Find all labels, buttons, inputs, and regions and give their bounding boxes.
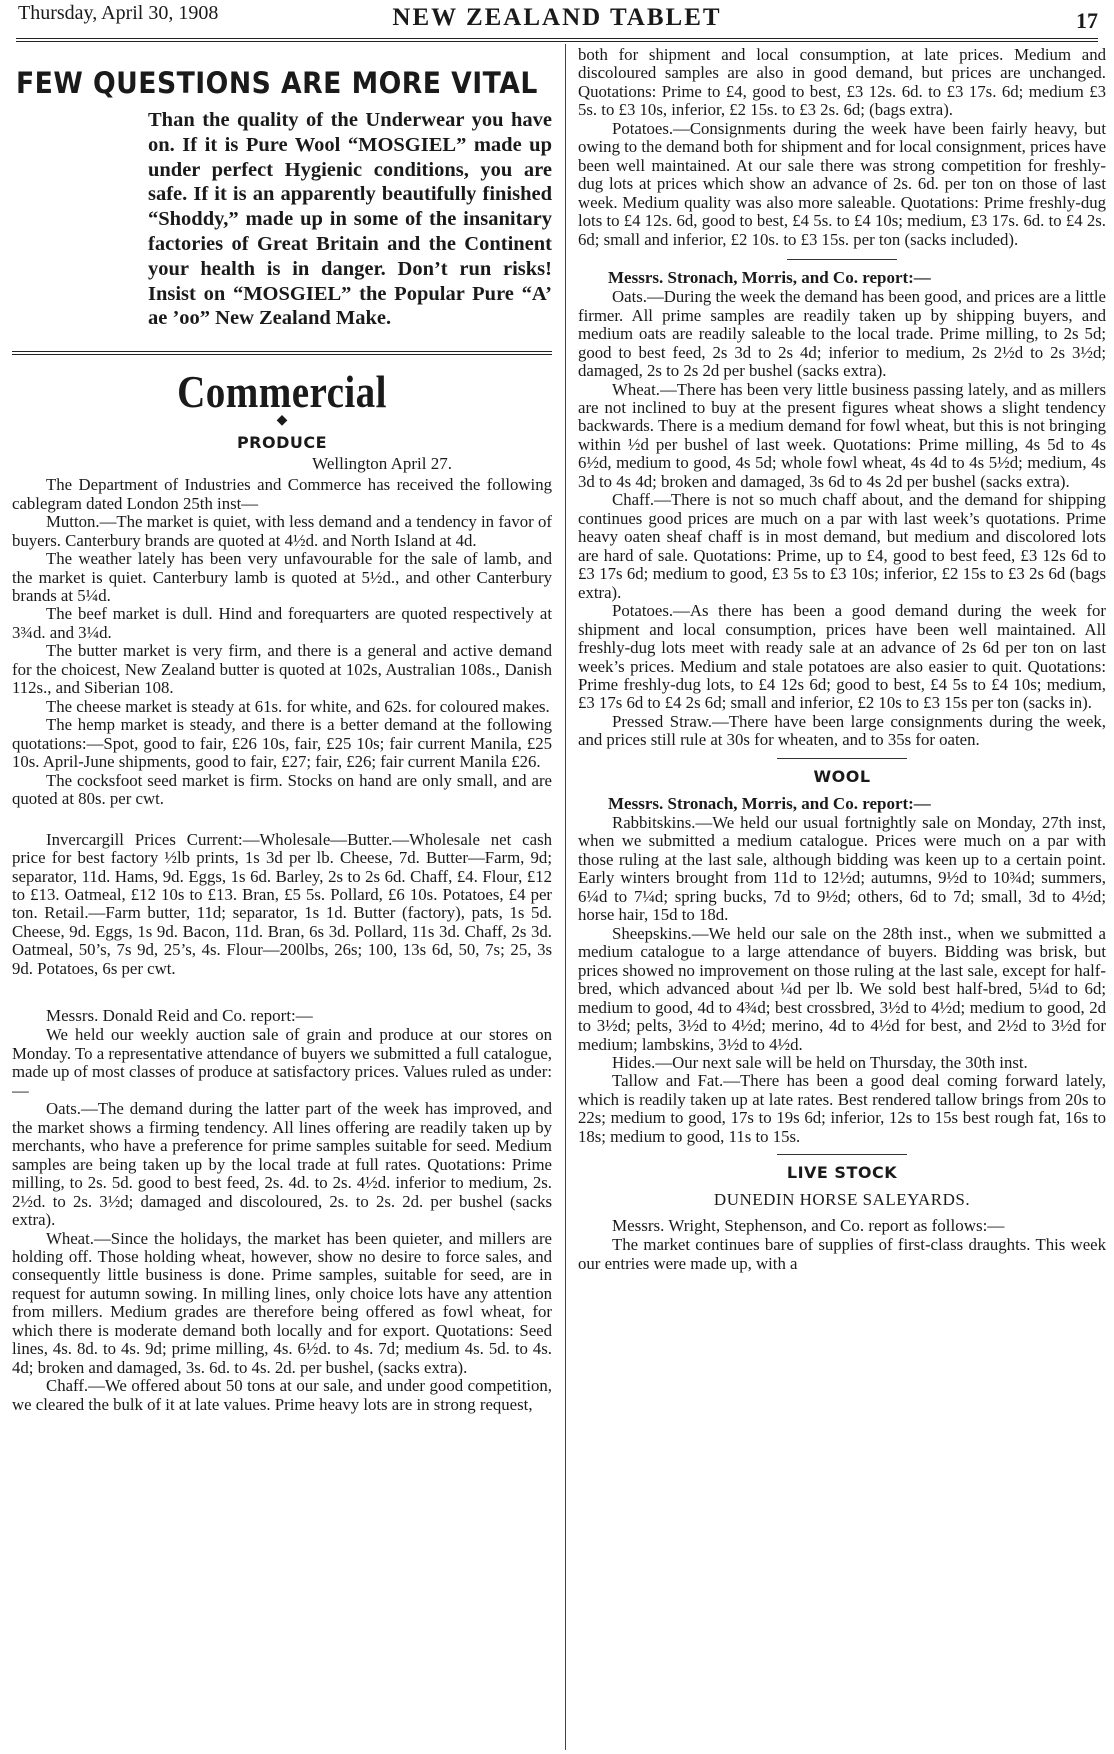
advert-rule <box>12 351 552 355</box>
paragraph: Rabbitskins.—We held our usual fortnightly sale on Monday, 27th inst, when we submitted a medium catalogue. Prices were much on a par with those ruling at the last sale, although bidding was keen up to a certain point. Early winters brought from 11d to 12½d; autumns, 9½d to 10¾d; summers, 6¼d to 7¼d; spring bucks, 7d to 9½d; others, 6d to 7d; small, 3d to 4½d; horse hair, 15d to 18d. <box>578 812 1106 925</box>
wellington-report <box>12 476 552 808</box>
paragraph: Oats.—The demand during the latter part of the week has improved, and the market shows a firming tendency. All lines offering are readily taken up by merchants, who have a preference for prime samples suitable for seed. Medium samples are being taken up by the local trade at full rates. Quotations: Prime milling, to 2s. 5d. good to best feed, 2s. 4d. to 2s. 4½d. inferior to medium, 2s. 2½d. to 2s. 3½d; damaged and discoloured, 2s. to 2s. 2d. per bushel (sacks extra). <box>12 1099 552 1230</box>
page-number: 17 <box>1076 8 1098 33</box>
reid-report <box>12 1026 552 1414</box>
paragraph: We held our weekly auction sale of grain and produce at our stores on Monday. To a representative attendance of buyers we submitted a full catalogue, made up of most classes of produce at satisfactory prices. Values ruled as under:— <box>12 1025 552 1100</box>
advert-headline: FEW QUESTIONS ARE MORE VITAL <box>16 66 538 100</box>
stronach-report <box>578 288 1106 750</box>
wool-heading: WOOL <box>813 766 871 786</box>
paragraph: The beef market is dull. Hind and forequarters are quoted respectively at 3¾d. and 3¼d. <box>12 604 552 642</box>
paragraph: Oats.—During the week the demand has been good, and prices are a little firmer. All prime samples are readily taken up by shipping buyers, and medium oats are readily saleable to the local trade. Prime milling, to 2s 5d; good to best feed, 2s 3d to 2s 4d; inferior to medium, 2s 2½d to 2s 3½d; damaged, 2s to 2s 2d per bushel (sacks extra). <box>578 287 1106 381</box>
wright-report <box>578 1236 1106 1273</box>
divider <box>777 1154 907 1155</box>
header-date: Thursday, April 30, 1908 <box>18 2 219 24</box>
paragraph: Chaff.—We offered about 50 tons at our sale, and under good competition, we cleared the bulk of it at late values. Prime heavy lots are in strong request, <box>12 1376 552 1414</box>
paragraph: Invercargill Prices Current:—Wholesale—Butter.—Wholesale net cash price for best factory ½lb prints, 1s 3d per lb. Cheese, 7d. Butter—Farm, 9d; separator, 11d. Hams, 9d. Eggs, 1s 6d. Barley, 2s to 2s 6d. Chaff, £4. Flour, £12 to £13. Oatmeal, £12 10s to £13. Bran, £5 5s. Pollard, £6 10s. Potatoes, £4 per ton. Retail.—Farm butter, 11d; separator, 1s 1d. Butter (factory), pats, 1s 5d. Cheese, 9d. Eggs, 1s 9d. Bacon, 11d. Bran, 6s 3d. Pollard, 11s 3d. Chaff, 2s 3d. Oatmeal, 50’s, 7s 9d, 25’s, 4s. Flour—200lbs, 26s; 100, 13s 6d, 50, 7s; 25, 3s 9d. Potatoes, 6s per cwt. <box>12 829 552 978</box>
column-divider <box>565 44 566 1750</box>
dunedin-heading: DUNEDIN HORSE SALEYARDS. <box>713 1190 971 1210</box>
masthead-title: NEW ZEALAND TABLET <box>392 4 722 31</box>
advert-body: Than the quality of the Underwear you have on. If it is Pure Wool “MOSGIEL” made up under perfect Hygienic conditions, you are safe. If it is an apparently beautifully finished “Shoddy,” made up in some of the insanitary factories of Great Britain and the Continent your health is in danger. Don’t run risks! Insist on “MOSGIEL” the Popular Pure “A’ ae ’oo” New Zealand Make. <box>148 109 552 330</box>
paragraph: Tallow and Fat.—There has been a good deal coming forward lately, which is readily taken up at late rates. Best rendered tallow brings from 20s to 22s; medium to good, 17s to 19s 6d; inferior, 12s to 15s best rough fat, 16s to 18s; medium to good, 11s to 15s. <box>578 1071 1106 1146</box>
paragraph: Potatoes.—Consignments during the week have been fairly heavy, but owing to the demand both for shipment and for local consignment, prices have been well maintained. At our sale there was strong competition for freshly-dug lots at prices which show an advance of 2s. 6d. per ton on those of last week. Medium quality was also more saleable. Quotations: Prime freshly-dug lots to £4 12s. 6d, good to best, £4 5s. to £4 10s; medium, £3 17s. 6d. to £4 2s. 6d; small and inferior, £2 10s. to £3 15s. per ton (sacks included). <box>578 118 1106 249</box>
paragraph: Pressed Straw.—There have been large consignments during the week, and prices still rule at 30s for wheaten, and to 35s for oaten. <box>578 711 1106 750</box>
right-column <box>578 46 1106 1748</box>
paragraph: Sheepskins.—We held our sale on the 28th inst., when we submitted a medium catalogue to a large attendance of buyers. Bidding was brisk, but prices showed no improvement on those ruling at the last sale, except for half-bred, which advanced about ¼d per lb. We sold best half-bred, 5¼d to 6d; medium to good, 4d to 4¾d; best crossbred, 3½d to 4½d; medium to good, 2d to 3½d; pelts, 3½d to 4½d; merino, 4d to 4½d for best, and 2½d to 3½d for medium; lambskins, 3½d to 4½d. <box>578 923 1106 1054</box>
reid-report-continued <box>578 46 1106 249</box>
header-rule <box>16 38 1098 42</box>
divider <box>787 259 897 260</box>
left-column <box>12 46 552 1748</box>
divider <box>777 758 907 759</box>
paragraph: The butter market is very firm, and there is a general and active demand for the choicest, New Zealand butter is quoted at 102s, Australian 108s., Danish 112s., and Siberian 108. <box>12 641 552 698</box>
reid-report-intro: Messrs. Donald Reid and Co. report:— <box>46 1006 313 1026</box>
dateline: Wellington April 27. <box>312 454 452 474</box>
paragraph: The weather lately has been very unfavourable for the sale of lamb, and the market is quiet. Canterbury lamb is quoted at 5½d., and other Canterbury brands at 5¼d. <box>12 549 552 605</box>
wool-report <box>578 814 1106 1146</box>
invercargill-prices <box>12 831 552 979</box>
stronach-report-intro: Messrs. Stronach, Morris, and Co. report:— <box>608 268 931 288</box>
wool-report-intro: Messrs. Stronach, Morris, and Co. report:— <box>608 793 931 813</box>
paragraph: Hides.—Our next sale will be held on Thursday, the 30th inst. <box>612 1052 1028 1072</box>
livestock-heading: LIVE STOCK <box>786 1163 898 1183</box>
paragraph: The cocksfoot seed market is firm. Stocks on hand are only small, and are quoted at 80s. per cwt. <box>12 770 552 809</box>
page-header <box>10 0 1104 40</box>
paragraph: Potatoes.—As there has been a good demand during the week for shipment and local consumption, prices have been well maintained. All freshly-dug lots meet with ready sale at an advance of 2s 6d per ton on last week’s prices. Medium and stale potatoes are also easier to quit. Quotations: Prime freshly-dug lots, to £4 12s 6d; good to best, £4 5s to £4 10s; medium, £3 17s 6d to £4 2s 6d; small and inferior, £2 10s to £3 15s per ton (sacks in). <box>578 601 1106 713</box>
ornament-icon: ◆ <box>276 413 288 429</box>
produce-heading: PRODUCE <box>236 433 328 453</box>
paragraph: Wheat.—There has been very little business passing lately, and as millers are not inclined to buy at the present figures wheat shows a slight tendency backwards. There is a medium demand for fowl wheat, but this is not bringing within ½d per bushel of last week. Quotations: Prime milling, 4s 5d to 4s 6½d, medium to good, 4s 5d; whole fowl wheat, 4s 4d to 4s 5½d; medium, 4s 3d to 4s 4d; broken and damaged, 3s 6d to 4s 2d per bushel (sacks extra). <box>578 379 1106 491</box>
section-title-commercial: Commercial <box>177 366 387 418</box>
paragraph: Chaff.—There is not so much chaff about, and the demand for shipping continues good prices are much on a par with last week’s quotations. Prime heavy oaten sheaf chaff is in most demand, but medium and discolored lots are hard of sale. Quotations: Prime, up to £4, good to best feed, £3 12s 6d to £3 17s 6d; medium to good, £3 5s to £3 10s; inferior, £2 15s to £3 2s 6d (bags extra). <box>578 490 1106 602</box>
paragraph: The market continues bare of supplies of first-class draughts. This week our entries were made up, with a <box>578 1235 1106 1273</box>
paragraph: both for shipment and local consumption, at late prices. Medium and discoloured samples are also in good demand, but prices are unchanged. Quotations: Prime to £4, good to best, £3 12s. 6d. to £3 17s. 6d; medium £3 5s. to £3 10s, inferior, £2 15s. to £3 2s. 6d; (bags extra). <box>578 46 1106 120</box>
paragraph: Mutton.—The market is quiet, with less demand and a tendency in favor of buyers. Canterbury brands are quoted at 4½d. and North Island at 4d. <box>12 512 552 550</box>
paragraph: The hemp market is steady, and there is a better demand at the following quotations:—Spot, good to fair, £26 10s, fair, £25 10s; fair current Manila, £25 10s. April-June shipments, good to fair, £27; fair, £26; fair current Manila £26. <box>12 715 552 772</box>
paragraph: Wheat.—Since the holidays, the market has been quieter, and millers are holding off. Those holding wheat, however, show no desire to force sales, and consequently little business is done. Prime samples, suitable for seed, are in request for autumn sowing. In milling lines, only choice lots have any attention from millers. Medium grades are therefore being offered as fowl wheat, for which there is moderate demand both locally and for export. Quotations: Seed lines, 4s. 8d. to 4s. 9d; prime milling, 4s. 6½d. to 4s. 7d; medium 4s. 5d. to 4s. 4d; broken and damaged, 3s. 6d. to 4s. 2d. per bushel, (sacks extra). <box>12 1228 552 1377</box>
wright-report-intro: Messrs. Wright, Stephenson, and Co. report as follows:— <box>612 1216 1005 1236</box>
paragraph: The cheese market is steady at 61s. for white, and 62s. for coloured makes. <box>46 696 550 716</box>
paragraph: The Department of Industries and Commerce has received the following cablegram dated London 25th inst— <box>12 475 552 513</box>
